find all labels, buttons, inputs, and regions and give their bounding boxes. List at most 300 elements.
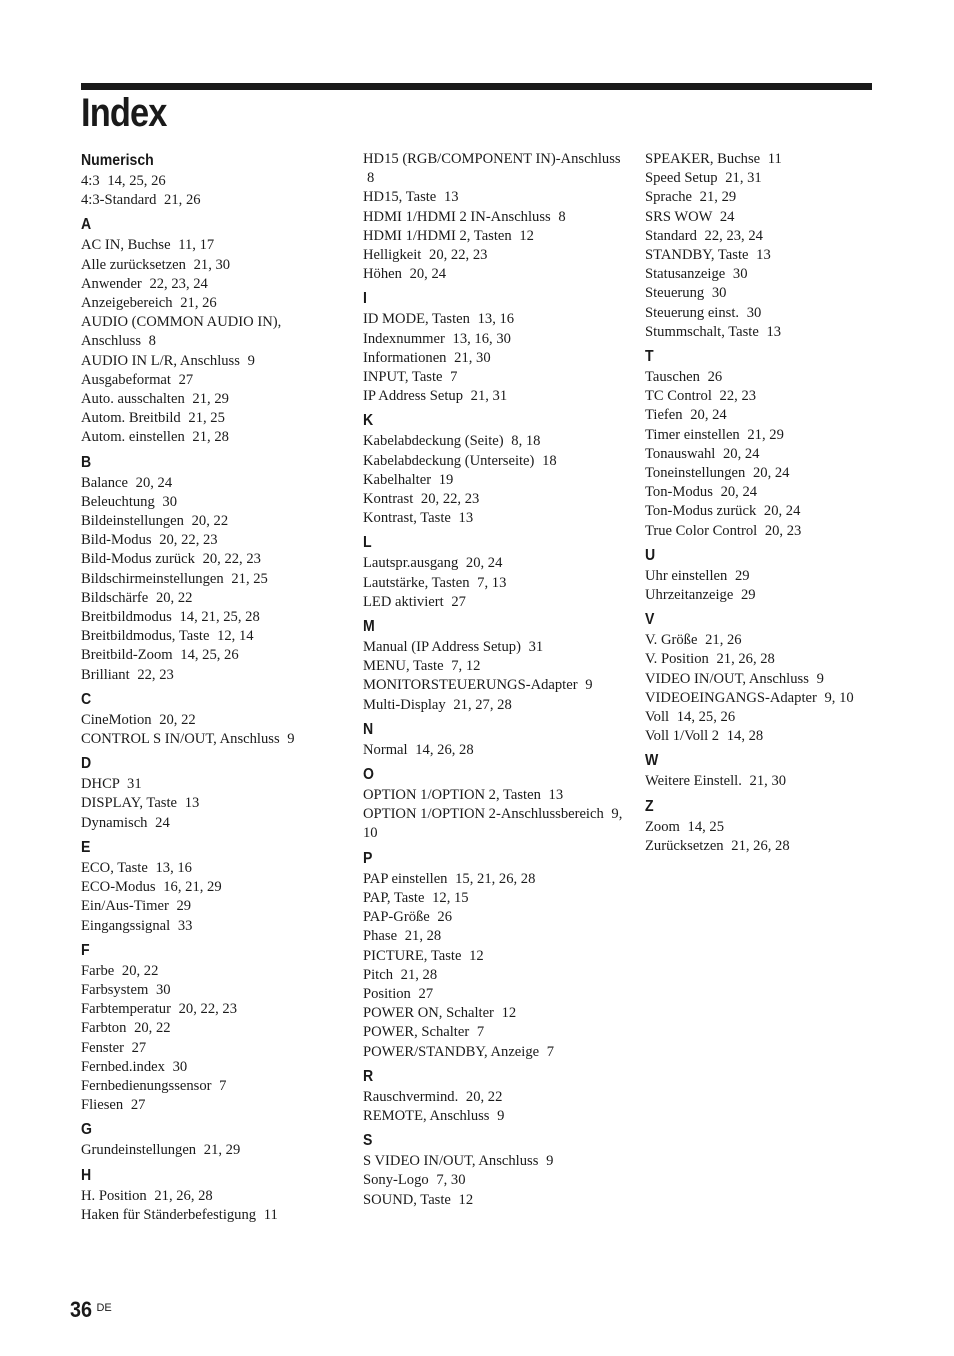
entry-term: CineMotion — [81, 711, 152, 728]
entry-term: Position — [363, 985, 411, 1002]
entry-term: V. Größe — [645, 632, 698, 649]
index-entry — [645, 445, 885, 464]
entry-term: Eingangssignal — [81, 917, 171, 934]
entry-term: Kabelabdeckung (Unterseite) — [363, 452, 535, 469]
entry-term: INPUT, Taste — [363, 369, 443, 386]
entry-pages: 20, 24 — [763, 503, 801, 520]
entry-pages: 21, 26 — [180, 295, 217, 312]
entry-pages: 12 — [458, 1191, 474, 1208]
entry-pages: 20, 22 — [191, 513, 229, 530]
index-entry — [81, 172, 343, 191]
section-letter: N — [363, 720, 374, 738]
index-entry — [645, 567, 885, 586]
entry-term: Tiefen — [645, 407, 683, 424]
entry-term: POWER ON, Schalter — [363, 1005, 494, 1022]
entry-pages: 7 — [450, 369, 458, 386]
entry-pages: 20, 24 — [722, 445, 760, 462]
index-entry — [363, 227, 625, 246]
section-letter: B — [81, 453, 92, 471]
entry-term: HDMI 1/HDMI 2 IN-Anschluss — [363, 208, 551, 225]
entry-pages: 7, 12 — [451, 658, 481, 675]
entry-pages: 20, 22 — [155, 589, 193, 606]
entry-pages: 11, 17 — [178, 237, 215, 254]
entry-pages: 7 — [476, 1024, 485, 1041]
entry-pages: 30 — [172, 1058, 188, 1075]
entry-pages: 21, 28 — [192, 429, 229, 446]
index-entry — [645, 483, 885, 502]
entry-term: Farbton — [81, 1020, 127, 1037]
entry-term: Tauschen — [645, 369, 700, 386]
index-entry — [363, 387, 625, 406]
entry-term: PAP, Taste — [363, 889, 425, 906]
index-entry — [81, 352, 343, 371]
index-entry — [363, 947, 625, 966]
index-column-1 — [81, 150, 343, 1225]
entry-pages: 20, 23 — [764, 522, 802, 539]
index-entry — [645, 169, 885, 188]
entry-term: POWER/STANDBY, Anzeige — [363, 1043, 540, 1060]
entry-term: Rauschvermind. — [363, 1088, 459, 1105]
index-entry — [81, 897, 343, 916]
entry-term: Farbsystem — [81, 981, 149, 998]
index-entry — [81, 570, 343, 589]
entry-term: Voll — [645, 709, 670, 726]
index-entry — [81, 371, 343, 390]
index-section — [81, 940, 343, 1116]
entry-pages: 21, 25 — [188, 410, 225, 427]
index-entry — [81, 512, 343, 531]
entry-pages: 14, 25, 26 — [676, 709, 736, 726]
index-entry — [81, 390, 343, 409]
entry-pages: 21, 26, 28 — [716, 651, 775, 668]
page-footer — [70, 1297, 112, 1323]
entry-term: CONTROL S IN/OUT, Anschluss — [81, 731, 280, 748]
section-letter: H — [81, 1166, 92, 1184]
entry-term: Sprache — [645, 189, 693, 206]
entry-pages: 29 — [740, 587, 756, 604]
section-letter: P — [363, 849, 373, 867]
entry-term: ECO, Taste — [81, 859, 148, 876]
entry-term: Multi-Display — [363, 696, 446, 713]
entry-term: PICTURE, Taste — [363, 947, 462, 964]
section-letter: Numerisch — [81, 152, 154, 169]
index-entry — [645, 368, 885, 387]
index-section — [363, 150, 625, 284]
entry-pages: 12 — [501, 1005, 517, 1022]
entry-pages: 21, 25 — [231, 570, 268, 587]
index-entry — [645, 631, 885, 650]
entry-pages: 22, 23, 24 — [704, 227, 763, 244]
entry-pages: 8 — [558, 208, 566, 225]
entry-term: IP Address Setup — [363, 388, 463, 405]
entry-pages: 30 — [155, 981, 171, 998]
entry-pages: 29 — [176, 898, 192, 915]
entry-pages: 21, 26 — [705, 632, 742, 649]
entry-pages: 14, 25 — [687, 818, 725, 835]
entry-term: MENU, Taste — [363, 658, 444, 675]
entry-term: Standard — [645, 227, 697, 244]
index-entry — [363, 1043, 625, 1062]
index-entry — [645, 150, 885, 169]
entry-term: POWER, Schalter — [363, 1024, 470, 1041]
entry-term: ECO-Modus — [81, 879, 156, 896]
entry-term: TC Control — [645, 388, 712, 405]
index-entry — [81, 814, 343, 833]
entry-term: VIDEOEINGANGS-Adapter — [645, 689, 817, 706]
entry-pages: 30 — [746, 304, 762, 321]
index-entry — [363, 554, 625, 573]
entry-term: REMOTE, Anschluss — [363, 1107, 490, 1124]
entry-term: Manual (IP Address Setup) — [363, 639, 521, 656]
entry-term: Kabelhalter — [363, 471, 432, 488]
index-entry — [81, 730, 343, 749]
entry-pages: 13 — [184, 795, 200, 812]
section-letter: M — [363, 618, 375, 636]
language-code: DE — [96, 1302, 112, 1314]
entry-term: Normal — [363, 741, 408, 758]
index-entry — [645, 406, 885, 425]
index-section — [645, 750, 885, 791]
entry-term: True Color Control — [645, 522, 758, 539]
entry-term: Toneinstellungen — [645, 465, 746, 482]
entry-pages: 9 — [816, 670, 824, 687]
index-entry — [645, 670, 885, 689]
index-entry — [363, 593, 625, 612]
index-entry — [363, 452, 625, 471]
index-entry — [81, 1096, 343, 1115]
index-section — [645, 796, 885, 856]
index-section — [81, 1119, 343, 1160]
index-entry — [363, 805, 625, 843]
index-entry — [81, 1058, 343, 1077]
entry-pages: 11 — [263, 1206, 278, 1223]
entry-term: Fenster — [81, 1039, 124, 1056]
index-entry — [363, 310, 625, 329]
entry-term: SPEAKER, Buchse — [645, 151, 761, 167]
entry-term: OPTION 1/OPTION 2-Anschlussbereich — [363, 806, 604, 823]
entry-pages: 20, 24 — [752, 465, 790, 482]
entry-pages: 22, 23, 24 — [149, 275, 208, 292]
entry-pages: 21, 31 — [725, 170, 762, 187]
entry-pages: 20, 22, 23 — [178, 1001, 237, 1018]
index-entry — [363, 741, 625, 760]
index-entry — [81, 627, 343, 646]
index-entry — [363, 657, 625, 676]
index-entry — [81, 1039, 343, 1058]
index-entry — [363, 1171, 625, 1190]
entry-pages: 20, 24 — [465, 555, 503, 572]
index-entry — [363, 246, 625, 265]
index-section — [363, 410, 625, 528]
entry-pages: 18 — [542, 452, 557, 469]
index-entry — [363, 1004, 625, 1023]
entry-term: Brilliant — [81, 666, 130, 683]
index-section — [363, 719, 625, 760]
index-entry — [645, 246, 885, 265]
entry-pages: 27 — [178, 371, 194, 388]
index-section — [645, 609, 885, 746]
index-section — [363, 848, 625, 1062]
index-entry — [363, 927, 625, 946]
index-section — [363, 1130, 625, 1210]
entry-pages: 20, 22, 23 — [159, 532, 218, 549]
entry-term: PAP-Größe — [363, 909, 430, 926]
index-entry — [363, 908, 625, 927]
entry-pages: 29 — [734, 567, 750, 584]
entry-pages: 30 — [162, 493, 178, 510]
entry-pages: 27 — [451, 593, 466, 610]
index-entry — [645, 265, 885, 284]
section-letter: G — [81, 1121, 92, 1139]
entry-term: HD15, Taste — [363, 189, 437, 206]
index-entry — [81, 859, 343, 878]
entry-pages: 21, 29 — [203, 1142, 241, 1159]
entry-pages: 13 — [458, 510, 474, 527]
entry-pages: 24 — [155, 814, 170, 831]
index-column-3 — [645, 150, 885, 856]
index-section — [363, 616, 625, 715]
index-entry — [363, 966, 625, 985]
index-entry — [363, 1088, 625, 1107]
entry-term: Anzeigebereich — [81, 295, 173, 312]
index-entry — [363, 368, 625, 387]
entry-pages: 9, 10 — [363, 806, 623, 842]
entry-pages: 9 — [247, 352, 255, 369]
index-entry — [363, 208, 625, 227]
entry-term: MONITORSTEUERUNGS-Adapter — [363, 677, 578, 694]
entry-pages: 12 — [519, 227, 534, 244]
entry-term: AUDIO IN L/R, Anschluss — [81, 352, 240, 369]
section-letter: A — [81, 216, 92, 234]
entry-pages: 21, 29 — [192, 391, 229, 408]
entry-term: Phase — [363, 928, 398, 945]
entry-pages: 12 — [469, 947, 484, 964]
entry-term: Steuerung — [645, 285, 705, 302]
entry-pages: 8 — [367, 170, 375, 187]
entry-pages: 21, 31 — [470, 388, 508, 405]
entry-pages: 21, 28 — [400, 966, 438, 983]
entry-term: Beleuchtung — [81, 493, 155, 510]
entry-pages: 22, 23 — [719, 388, 757, 405]
index-entry — [645, 323, 885, 342]
index-entry — [645, 387, 885, 406]
index-entry — [645, 284, 885, 303]
entry-term: Farbe — [81, 962, 115, 979]
index-entry — [81, 409, 343, 428]
entry-term: Ton-Modus zurück — [645, 503, 757, 520]
entry-term: ID MODE, Tasten — [363, 311, 470, 328]
page-number: 36 — [70, 1297, 93, 1322]
index-entry — [81, 981, 343, 1000]
entry-term: AC IN, Buchse — [81, 237, 171, 254]
index-entry — [81, 917, 343, 936]
index-entry — [81, 493, 343, 512]
entry-pages: 20, 22 — [465, 1088, 503, 1105]
section-letter: T — [645, 348, 654, 366]
entry-pages: 14, 28 — [726, 728, 764, 745]
entry-pages: 20, 22 — [159, 711, 196, 728]
entry-pages: 19 — [438, 471, 454, 488]
entry-pages: 26 — [437, 909, 453, 926]
index-entry — [645, 188, 885, 207]
index-section — [81, 214, 343, 447]
entry-pages: 20, 24 — [690, 407, 727, 424]
index-entry — [645, 426, 885, 445]
index-section — [645, 545, 885, 605]
entry-pages: 21, 26, 28 — [154, 1187, 213, 1204]
entry-term: Bild-Modus zurück — [81, 551, 195, 568]
entry-term: Statusanzeige — [645, 266, 726, 283]
entry-pages: 20, 24 — [720, 484, 758, 501]
index-entry — [81, 878, 343, 897]
index-entry — [81, 794, 343, 813]
entry-pages: 14, 25, 26 — [107, 173, 166, 189]
index-entry — [645, 837, 885, 856]
entry-pages: 31 — [528, 639, 544, 656]
section-letter: F — [81, 941, 90, 959]
index-entry — [81, 711, 343, 730]
entry-pages: 13, 16 — [155, 859, 192, 876]
entry-term: Höhen — [363, 266, 402, 283]
entry-pages: 9 — [497, 1107, 505, 1124]
entry-term: Anwender — [81, 275, 142, 292]
index-entry — [81, 1141, 343, 1160]
index-entry — [645, 727, 885, 746]
entry-term: Speed Setup — [645, 170, 718, 187]
entry-pages: 7, 13 — [477, 574, 507, 591]
index-entry — [363, 349, 625, 368]
entry-term: Kontrast, Taste — [363, 510, 451, 527]
entry-term: Fernbedienungssensor — [81, 1077, 212, 1094]
page-title: Index — [81, 91, 167, 135]
entry-pages: 33 — [177, 917, 193, 934]
entry-pages: 21, 26 — [164, 192, 201, 209]
entry-term: 4:3 — [81, 173, 100, 189]
index-entry — [81, 236, 343, 255]
index-entry — [81, 1019, 343, 1038]
entry-pages: 14, 26, 28 — [415, 741, 474, 758]
index-entry — [81, 1187, 343, 1206]
entry-term: HDMI 1/HDMI 2, Tasten — [363, 227, 512, 244]
entry-pages: 9, 10 — [824, 689, 854, 706]
entry-pages: 8, 18 — [511, 433, 541, 450]
index-entry — [645, 650, 885, 669]
index-entry — [645, 522, 885, 541]
entry-term: Ton-Modus — [645, 484, 713, 501]
index-entry — [645, 304, 885, 323]
entry-pages: 20, 24 — [409, 266, 447, 283]
entry-pages: 13, 16, 30 — [452, 330, 511, 347]
entry-pages: 14, 21, 25, 28 — [179, 609, 260, 626]
section-letter: V — [645, 611, 655, 629]
entry-term: S VIDEO IN/OUT, Anschluss — [363, 1153, 539, 1170]
entry-pages: 16, 21, 29 — [163, 879, 222, 896]
entry-term: Haken für Ständerbefestigung — [81, 1206, 257, 1223]
index-entry — [363, 188, 625, 207]
index-entry — [363, 676, 625, 695]
entry-pages: 21, 27, 28 — [453, 696, 512, 713]
entry-term: Indexnummer — [363, 330, 445, 347]
entry-pages: 20, 22, 23 — [420, 491, 480, 508]
index-entry — [363, 471, 625, 490]
entry-term: Ein/Aus-Timer — [81, 898, 169, 915]
entry-term: 4:3-Standard — [81, 192, 157, 209]
entry-term: Weitere Einstell. — [645, 773, 742, 790]
entry-term: Fernbed.index — [81, 1058, 165, 1075]
entry-pages: 30 — [711, 285, 727, 302]
entry-term: Bildeinstellungen — [81, 513, 184, 530]
entry-term: Kabelabdeckung (Seite) — [363, 433, 504, 450]
index-section — [81, 452, 343, 685]
entry-pages: 13 — [443, 189, 459, 206]
entry-term: Fliesen — [81, 1097, 124, 1114]
index-entry — [81, 275, 343, 294]
entry-pages: 20, 24 — [135, 474, 173, 491]
entry-pages: 27 — [130, 1097, 146, 1114]
index-section — [81, 753, 343, 833]
index-entry — [645, 772, 885, 791]
entry-term: DHCP — [81, 776, 120, 793]
entry-term: Pitch — [363, 966, 393, 983]
index-entry — [645, 208, 885, 227]
index-entry — [81, 666, 343, 685]
index-section — [645, 346, 885, 541]
index-section — [81, 150, 343, 210]
entry-term: Sony-Logo — [363, 1172, 429, 1189]
section-letter: O — [363, 766, 374, 784]
entry-pages: 9 — [585, 677, 593, 694]
index-entry — [81, 775, 343, 794]
index-entry — [81, 1206, 343, 1225]
index-entry — [363, 870, 625, 889]
index-entry — [363, 786, 625, 805]
index-entry — [363, 330, 625, 349]
entry-term: STANDBY, Taste — [645, 247, 749, 264]
entry-term: Uhr einstellen — [645, 567, 728, 584]
index-entry — [363, 490, 625, 509]
index-entry — [81, 474, 343, 493]
entry-term: OPTION 1/OPTION 2, Tasten — [363, 787, 541, 804]
entry-term: Balance — [81, 474, 128, 491]
index-entry — [645, 502, 885, 521]
entry-term: Breitbildmodus, Taste — [81, 628, 210, 645]
entry-pages: 12, 14 — [217, 628, 254, 645]
index-section — [81, 689, 343, 749]
entry-pages: 31 — [127, 776, 142, 793]
entry-pages: 21, 29 — [747, 426, 784, 443]
section-letter: E — [81, 838, 91, 856]
index-entry — [645, 818, 885, 837]
index-section — [363, 532, 625, 612]
index-entry — [363, 1023, 625, 1042]
index-entry — [81, 313, 343, 351]
section-letter: L — [363, 534, 372, 552]
section-letter: W — [645, 752, 659, 770]
index-entry — [81, 531, 343, 550]
entry-term: SOUND, Taste — [363, 1191, 451, 1208]
index-entry — [363, 574, 625, 593]
entry-term: Farbtemperatur — [81, 1001, 171, 1018]
entry-term: Bildschirmeinstellungen — [81, 570, 224, 587]
index-entry — [81, 962, 343, 981]
index-entry — [81, 550, 343, 569]
entry-term: Voll 1/Voll 2 — [645, 728, 720, 745]
entry-pages: 21, 26, 28 — [731, 837, 790, 854]
index-entry — [81, 589, 343, 608]
index-entry — [645, 464, 885, 483]
index-entry — [81, 428, 343, 447]
entry-term: Steuerung einst. — [645, 304, 740, 321]
